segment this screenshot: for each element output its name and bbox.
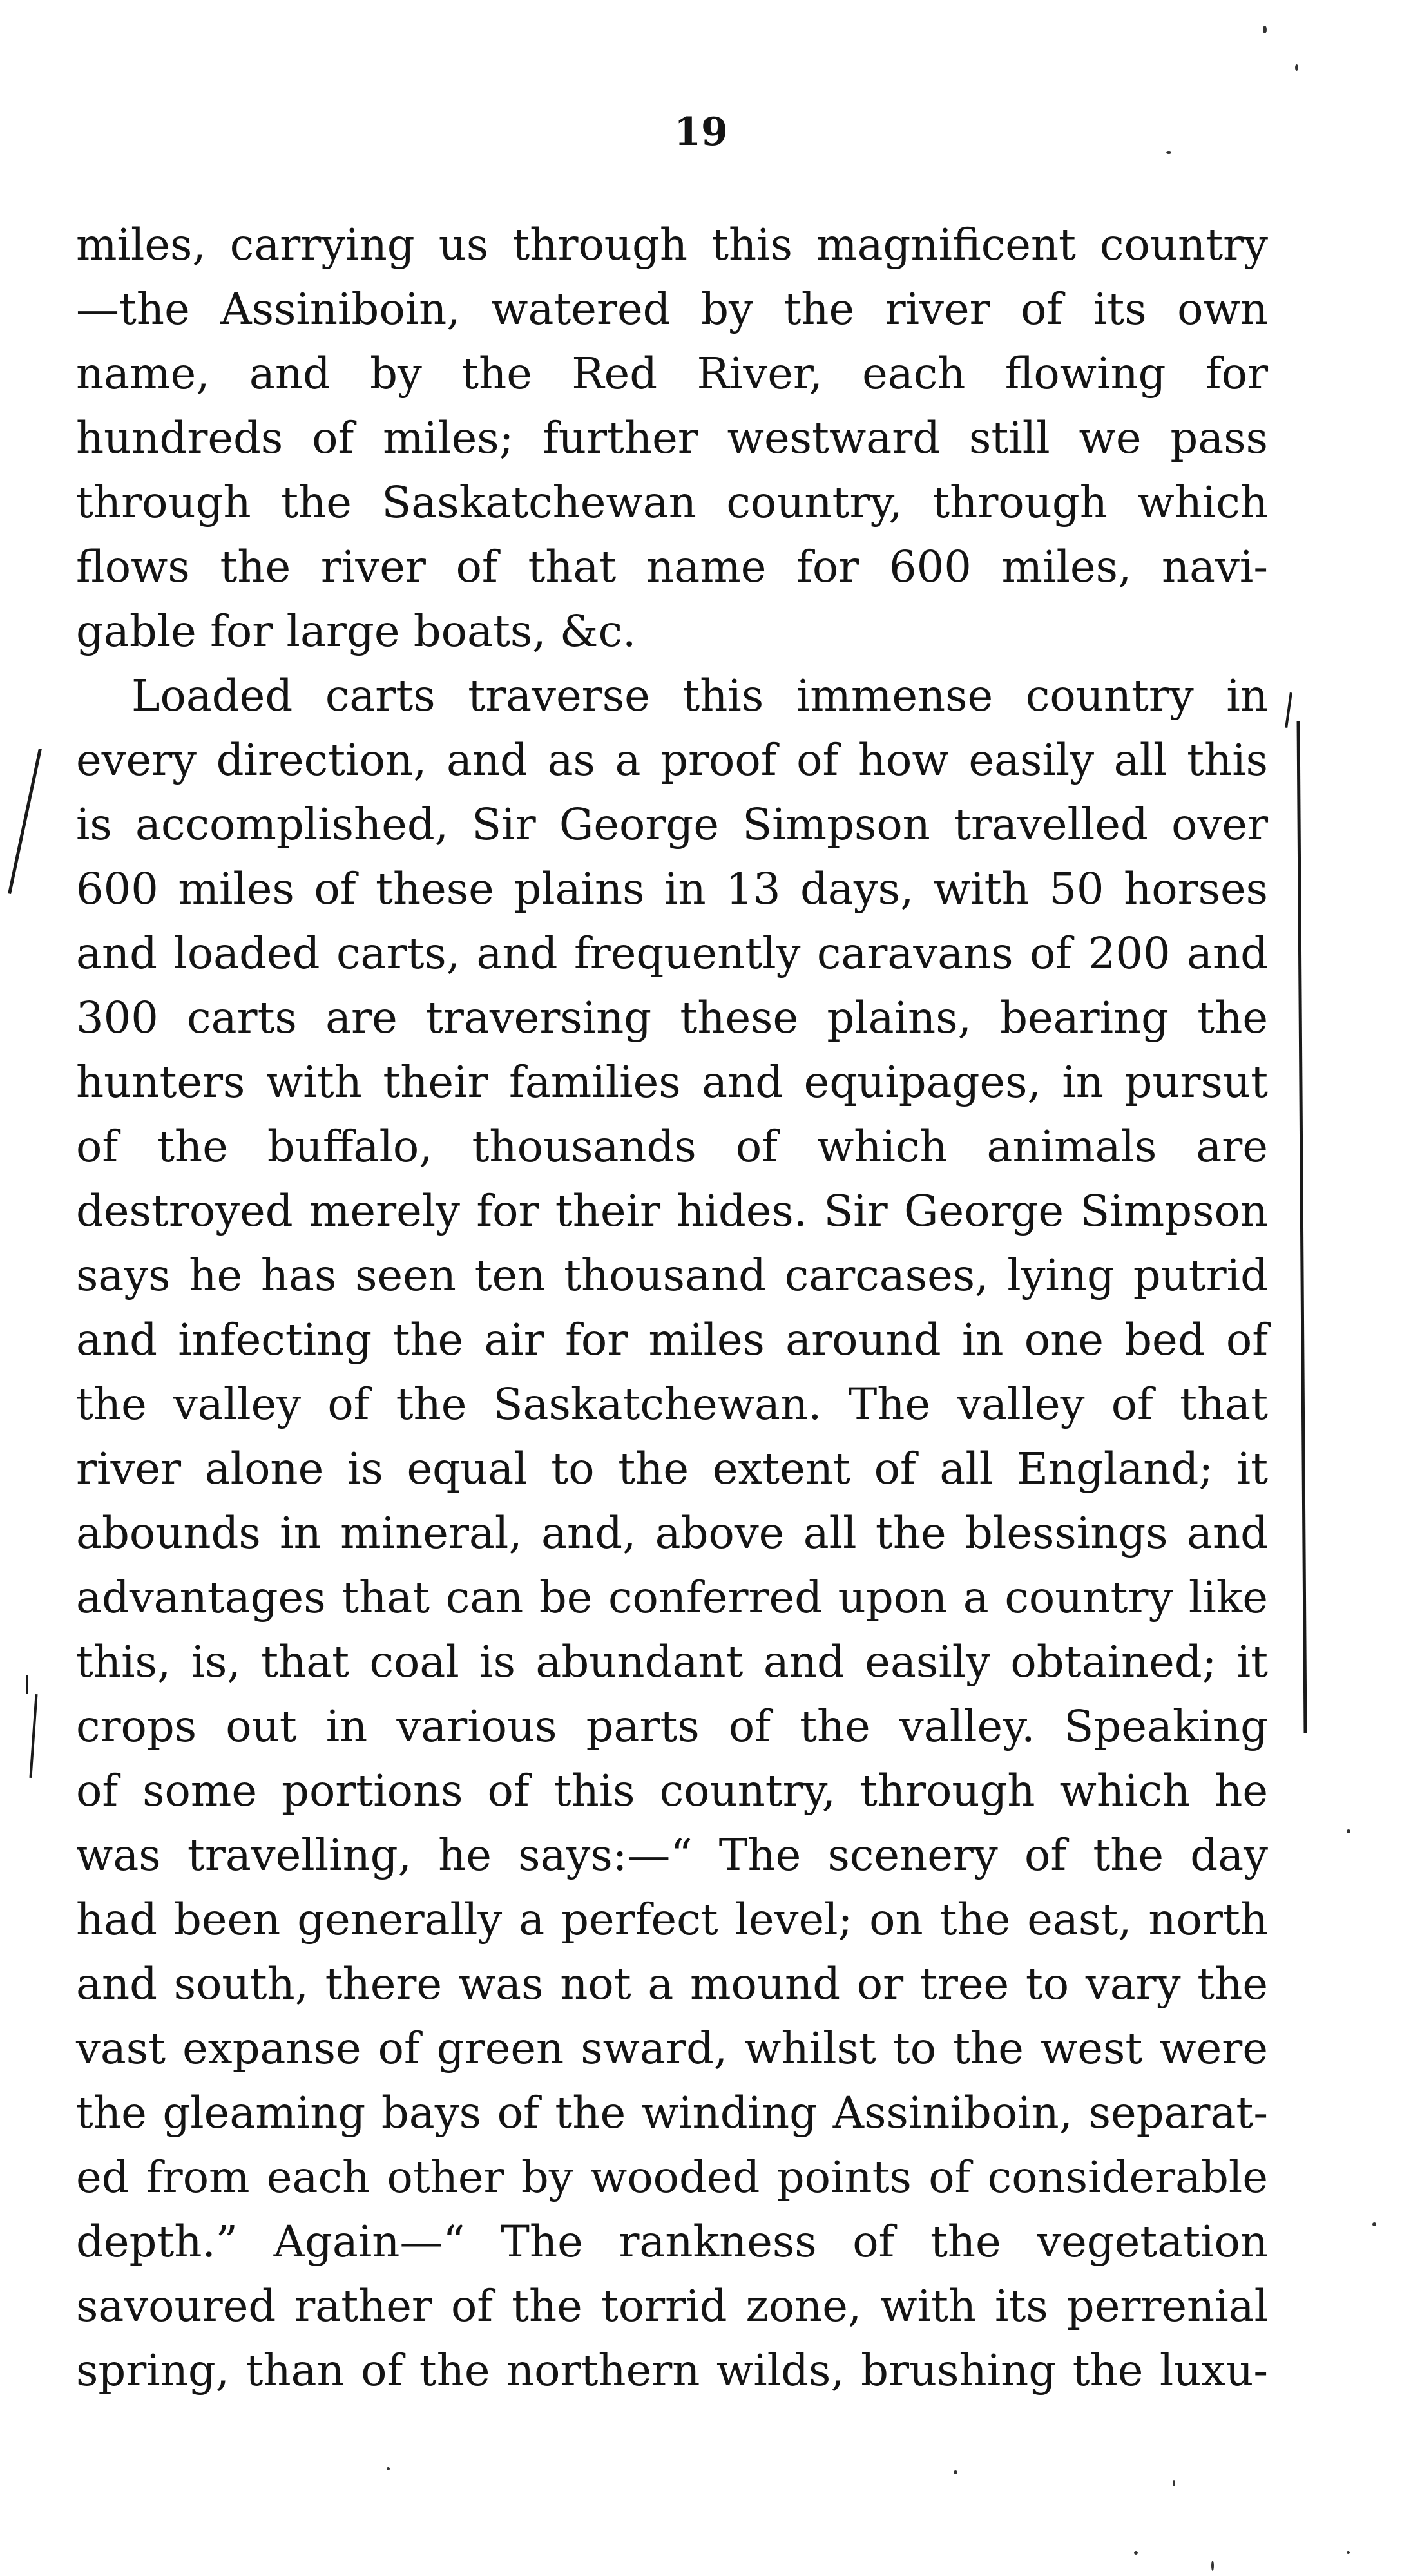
margin-mark-left-lower [29,1694,37,1778]
text-line: depth.” Again—“ The rankness of the vegetation [76,2217,1268,2267]
text-line: Loaded carts traverse this immense country in [131,671,1268,721]
text-line: is accomplished, Sir George Simpson travelled over [76,799,1268,850]
text-line: was travelling, he says:—“ The scenery of the day [76,1830,1268,1880]
text-line: hunters with their families and equipages, in pursut [76,1057,1268,1107]
scan-speck [1263,26,1267,33]
text-line: this, is, that coal is abundant and easily obtained; it [76,1637,1268,1687]
body-text [76,213,1268,2403]
text-line: crops out in various parts of the valley. Speaking [76,1701,1268,1751]
text-line: —the Assiniboin, watered by the river of its own [76,284,1268,334]
text-line: name, and by the Red River, each flowing for [76,348,1268,399]
text-line: savoured rather of the torrid zone, with its perrenial [76,2281,1268,2331]
scan-speck [1347,1829,1350,1833]
text-line: the gleaming bays of the winding Assiniboin, separat- [76,2088,1268,2138]
text-line: abounds in mineral, and, above all the blessings and [76,1508,1268,1558]
text-line: miles, carrying us through this magnificent country [76,220,1268,270]
margin-mark-right [1297,721,1307,1733]
text-line: and south, there was not a mound or tree to vary the [76,1959,1268,2009]
margin-tick [26,1675,28,1694]
text-line: had been generally a perfect level; on the east, north [76,1894,1268,1945]
scan-speck [1134,2551,1138,2555]
text-line: through the Saskatchewan country, through which [76,477,1268,528]
text-line: advantages that can be conferred upon a country like [76,1572,1268,1623]
text-line: vast expanse of green sward, whilst to the west were [76,2023,1268,2074]
text-line: of some portions of this country, through which he [76,1766,1268,1816]
text-line: gable for large boats, &c. [76,606,637,656]
scan-speck [1295,64,1298,71]
scan-speck [1211,2561,1214,2571]
text-line: says he has seen ten thousand carcases, lying putrid [76,1250,1268,1301]
text-line: destroyed merely for their hides. Sir George Simpson [76,1186,1268,1236]
scan-speck [1173,2480,1175,2486]
text-line: of the buffalo, thousands of which animals are [76,1121,1268,1172]
margin-mark-right-top [1285,692,1292,728]
text-line: hundreds of miles; further westward still we pass [76,413,1268,463]
text-line: ed from each other by wooded points of considerable [76,2152,1268,2202]
text-line: 300 carts are traversing these plains, bearing the [76,993,1268,1043]
page-number: 19 [674,110,728,155]
scan-speck [1347,2551,1350,2554]
text-line: spring, than of the northern wilds, brushing the luxu- [76,2345,1268,2396]
text-line: and infecting the air for miles around in one bed of [76,1315,1268,1365]
text-line: and loaded carts, and frequently caravans of 200 and [76,928,1268,978]
scan-speck [1166,151,1171,154]
scan-speck [954,2470,957,2474]
text-line: the valley of the Saskatchewan. The valley of that [76,1379,1268,1429]
scan-speck [387,2467,390,2470]
text-line: 600 miles of these plains in 13 days, with 50 horses [76,864,1268,914]
text-line: river alone is equal to the extent of all England; it [76,1444,1268,1494]
text-line: flows the river of that name for 600 miles, navi- [76,542,1268,592]
margin-mark-left [8,749,42,894]
text-line: every direction, and as a proof of how easily all this [76,735,1268,785]
scan-speck [1372,2222,1376,2226]
